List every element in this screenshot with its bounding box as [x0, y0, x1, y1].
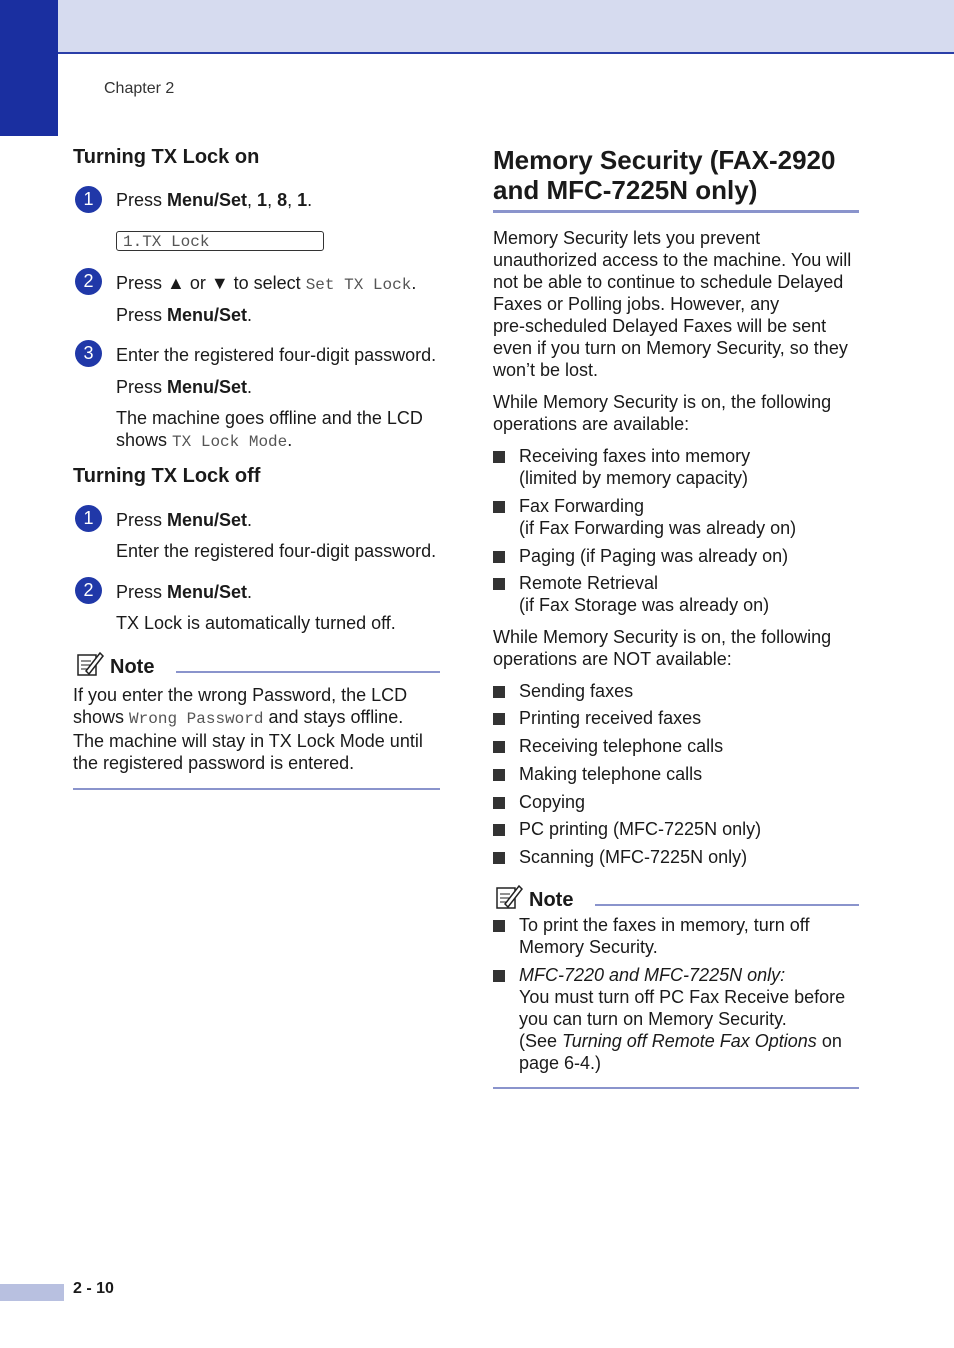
lcd-display: 1.TX Lock	[116, 231, 324, 251]
note-pencil-icon	[495, 882, 523, 910]
step-3-badge: 3	[75, 340, 102, 367]
note-text: If you enter the wrong Password, the LCD shows Wrong Password and stays offline. The machine will stay in TX Lock Mode until the registered password is entered.	[73, 685, 423, 773]
note-pencil-icon	[76, 649, 104, 677]
note-label: Note	[110, 656, 155, 678]
available-intro: While Memory Security is on, the following operations are available:	[493, 392, 832, 434]
chapter-label: Chapter 2	[104, 80, 175, 97]
footer-bar	[0, 1284, 64, 1301]
note-end-rule	[73, 788, 440, 790]
note-rule	[176, 671, 440, 673]
intro-paragraph: Memory Security lets you prevent unauthorized access to the machine. You will not be able to continue to schedule Delayed Faxes or Polling jobs. However, any pre-scheduled Delayed Faxes will be sent even if you turn on Memory Security, so they won’t be lost.	[493, 228, 852, 380]
step-3-text: Enter the registered four-digit password.	[116, 345, 437, 365]
section-title-rule	[493, 210, 859, 213]
note-label: Note	[529, 889, 574, 911]
step-3-press: Press Menu/Set.	[116, 377, 253, 397]
off-step-1-text: Enter the registered four-digit password.	[116, 541, 437, 561]
not-available-intro: While Memory Security is on, the following operations are NOT available:	[493, 627, 832, 669]
heading-tx-lock-off: Turning TX Lock off	[73, 465, 261, 487]
step-1-text: Press Menu/Set, 1, 8, 1.	[116, 190, 313, 210]
off-step-2-badge: 2	[75, 577, 102, 604]
heading-tx-lock-on: Turning TX Lock on	[73, 146, 260, 168]
section-title: Memory Security (FAX-2920 and MFC-7225N only)	[493, 145, 836, 205]
off-step-2-text: TX Lock is automatically turned off.	[116, 613, 396, 633]
chapter-tab	[0, 0, 58, 136]
off-step-1-badge: 1	[75, 505, 102, 532]
note-end-rule	[493, 1087, 859, 1089]
off-step-1-press: Press Menu/Set.	[116, 510, 253, 530]
off-step-2-press: Press Menu/Set.	[116, 582, 253, 602]
step-2-badge: 2	[75, 268, 102, 295]
page-number: 2 - 10	[73, 1280, 114, 1297]
header-bar	[0, 0, 954, 54]
step-3-offline: The machine goes offline and the LCD shows TX Lock Mode.	[116, 408, 423, 451]
note-rule	[595, 904, 859, 906]
step-2-text: Press ▲ or ▼ to select Set TX Lock.	[116, 273, 417, 294]
step-1-badge: 1	[75, 186, 102, 213]
step-2-press: Press Menu/Set.	[116, 305, 253, 325]
